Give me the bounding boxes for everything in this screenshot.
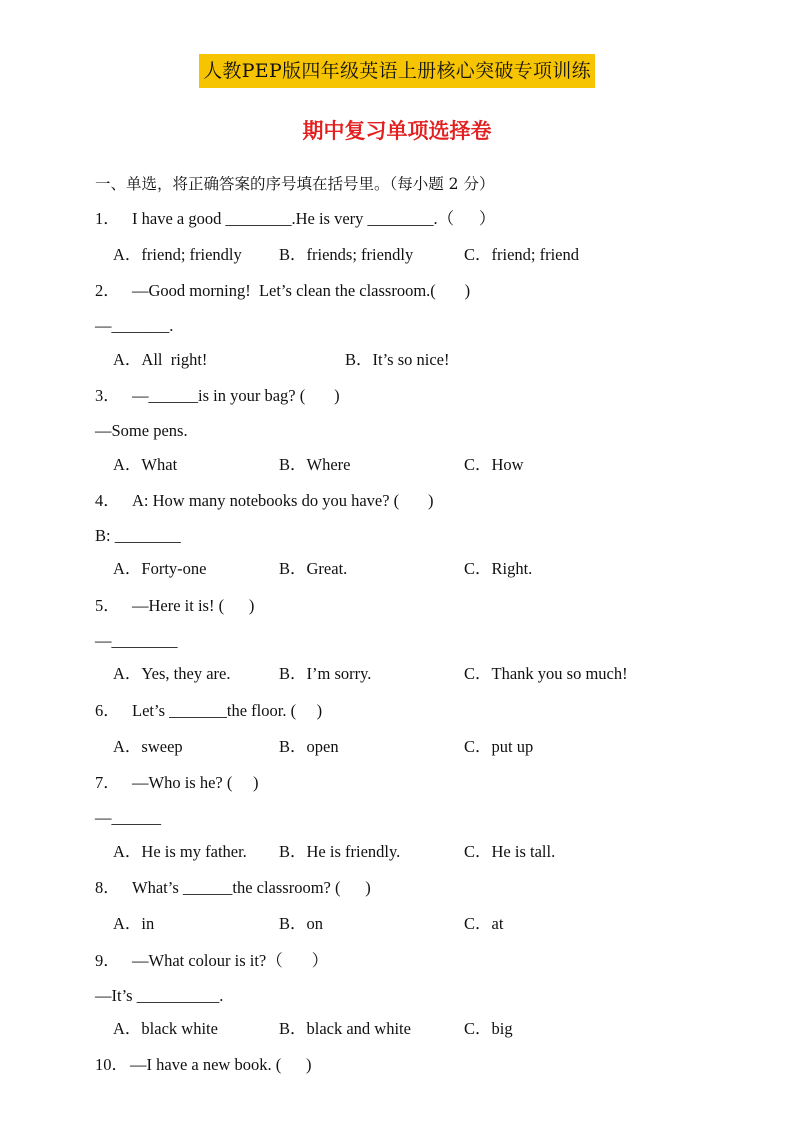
option-b: B．He is friendly. — [279, 842, 401, 861]
section-title: 一、单选，将正确答案的序号填在括号里。（每小题 2 分） — [95, 175, 495, 193]
question-text: —I have a new book. ( ) — [130, 1055, 312, 1074]
header-banner: 人教PEP版四年级英语上册核心突破专项训练 — [199, 54, 595, 88]
question-number: 3． — [95, 386, 120, 405]
option-c: C．Right. — [464, 559, 533, 578]
question-reply: B: ________ — [95, 526, 181, 545]
option-b: B．It’s so nice! — [345, 350, 450, 369]
option-c: C．He is tall. — [464, 842, 556, 861]
question-text: —What colour is it?（ ） — [132, 951, 329, 970]
option-c: C．put up — [464, 737, 534, 756]
question-number: 10． — [95, 1055, 128, 1074]
option-b: B．friends; friendly — [279, 245, 414, 264]
option-c: C．friend; friend — [464, 245, 580, 264]
option-b: B．black and white — [279, 1019, 411, 1038]
option-a: A．black white — [113, 1019, 218, 1038]
question-text: Let’s _______the floor. ( ) — [132, 701, 323, 720]
option-b: B．Where — [279, 455, 351, 474]
option-b: B．I’m sorry. — [279, 664, 372, 683]
question-text: I have a good ________.He is very ________.（ ） — [132, 209, 496, 228]
option-a: A．What — [113, 455, 178, 474]
question-reply: —_______. — [95, 316, 174, 335]
option-b: B．open — [279, 737, 339, 756]
option-c: C．Thank you so much! — [464, 664, 628, 683]
question-text: A: How many notebooks do you have? ( ) — [132, 491, 434, 510]
question-text: —______is in your bag? ( ) — [132, 386, 340, 405]
page-subtitle: 期中复习单项选择卷 — [302, 119, 492, 143]
question-number: 1． — [95, 209, 120, 228]
question-number: 6． — [95, 701, 120, 720]
option-a: A．He is my father. — [113, 842, 247, 861]
option-a: A．sweep — [113, 737, 183, 756]
option-c: C．at — [464, 914, 504, 933]
question-text: —Here it is! ( ) — [132, 596, 255, 615]
question-reply: —It’s __________. — [95, 986, 224, 1005]
option-a: A．Yes, they are. — [113, 664, 231, 683]
question-number: 5． — [95, 596, 120, 615]
option-a: A．in — [113, 914, 155, 933]
question-reply: —______ — [95, 808, 161, 827]
question-text: —Good morning! Let’s clean the classroom.( ) — [132, 281, 471, 300]
header-banner-row — [0, 54, 794, 88]
question-text: What’s ______the classroom? ( ) — [132, 878, 371, 897]
question-number: 2． — [95, 281, 120, 300]
question-number: 9． — [95, 951, 120, 970]
question-number: 7． — [95, 773, 120, 792]
option-b: B．Great. — [279, 559, 348, 578]
option-b: B．on — [279, 914, 324, 933]
option-a: A．friend; friendly — [113, 245, 242, 264]
question-reply: —________ — [95, 631, 178, 650]
question-reply: —Some pens. — [95, 421, 188, 440]
option-c: C．big — [464, 1019, 513, 1038]
question-text: —Who is he? ( ) — [132, 773, 259, 792]
option-a: A．Forty-one — [113, 559, 207, 578]
option-c: C．How — [464, 455, 524, 474]
question-number: 4． — [95, 491, 120, 510]
question-number: 8． — [95, 878, 120, 897]
option-a: A．All right! — [113, 350, 208, 369]
